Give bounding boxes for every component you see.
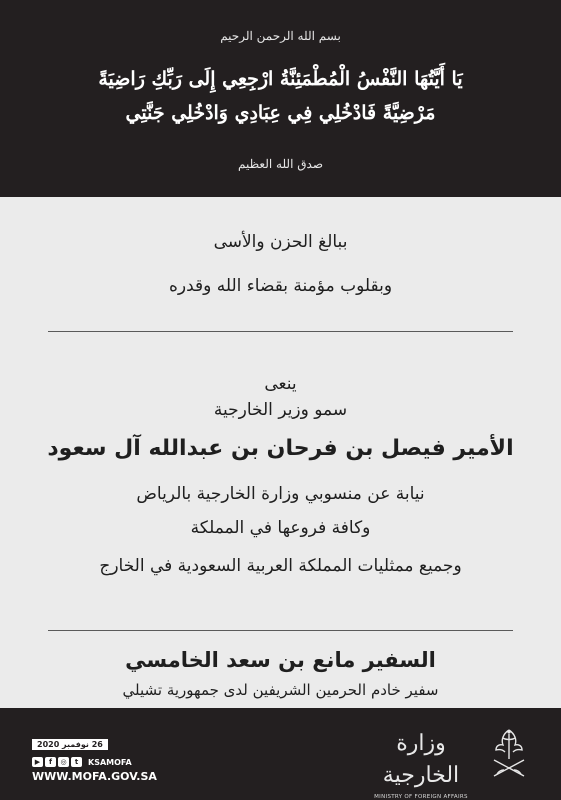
verse-line-2: مَرْضِيَّةً فَادْخُلِي فِي عِبَادِي وَادْخُلِي جَنَّتِي [125,102,436,124]
twitter-icon[interactable]: t [71,757,82,767]
instagram-icon[interactable]: ◎ [58,757,69,767]
deceased-name: السفير مانع بن سعد الخامسي [125,648,436,672]
faith-line: وبقلوب مؤمنة بقضاء الله وقدره [168,276,393,296]
announces-label: ينعى [264,374,297,394]
verse-closing: صدق الله العظيم [237,157,324,171]
facebook-icon[interactable]: f [45,757,56,767]
date-badge: 26 نوفمبر 2020 [32,739,108,750]
logo-english-text: MINISTRY OF FOREIGN AFFAIRS [374,794,468,800]
deceased-title: سفير خادم الحرمين الشريفين لدى جمهورية تشيلي [122,681,439,699]
footer-panel [0,708,561,800]
logo-arabic-text: وزارة الخارجية [382,731,460,788]
divider [48,630,513,631]
social-links [32,756,132,768]
website-link[interactable]: WWW.MOFA.GOV.SA [32,770,157,783]
verse-line-1: يَا أَيَّتُهَا النَّفْسُ الْمُطْمَئِنَّةُ ارْجِعِي إِلَى رَبِّكِ رَاضِيَةً [98,68,463,90]
grief-line: ببالغ الحزن والأسى [213,232,348,252]
header-panel [0,0,561,197]
ministry-logo [366,728,476,800]
on-behalf-line: نيابة عن منسوبي وزارة الخارجية بالرياض [136,484,425,504]
basmala: بسم الله الرحمن الرحيم [220,29,341,43]
social-handle: KSAMOFA [88,757,132,767]
youtube-icon[interactable]: ▶ [32,757,43,767]
saudi-emblem-icon [486,726,532,784]
minister-name: الأمير فيصل بن فرحان بن عبدالله آل سعود [47,436,514,461]
quran-verse [30,62,531,130]
minister-title: سمو وزير الخارجية [213,400,348,420]
missions-line: وجميع ممثليات المملكة العربية السعودية في الخارج [99,556,462,576]
divider [48,331,513,332]
branches-line: وكافة فروعها في المملكة [190,518,371,538]
